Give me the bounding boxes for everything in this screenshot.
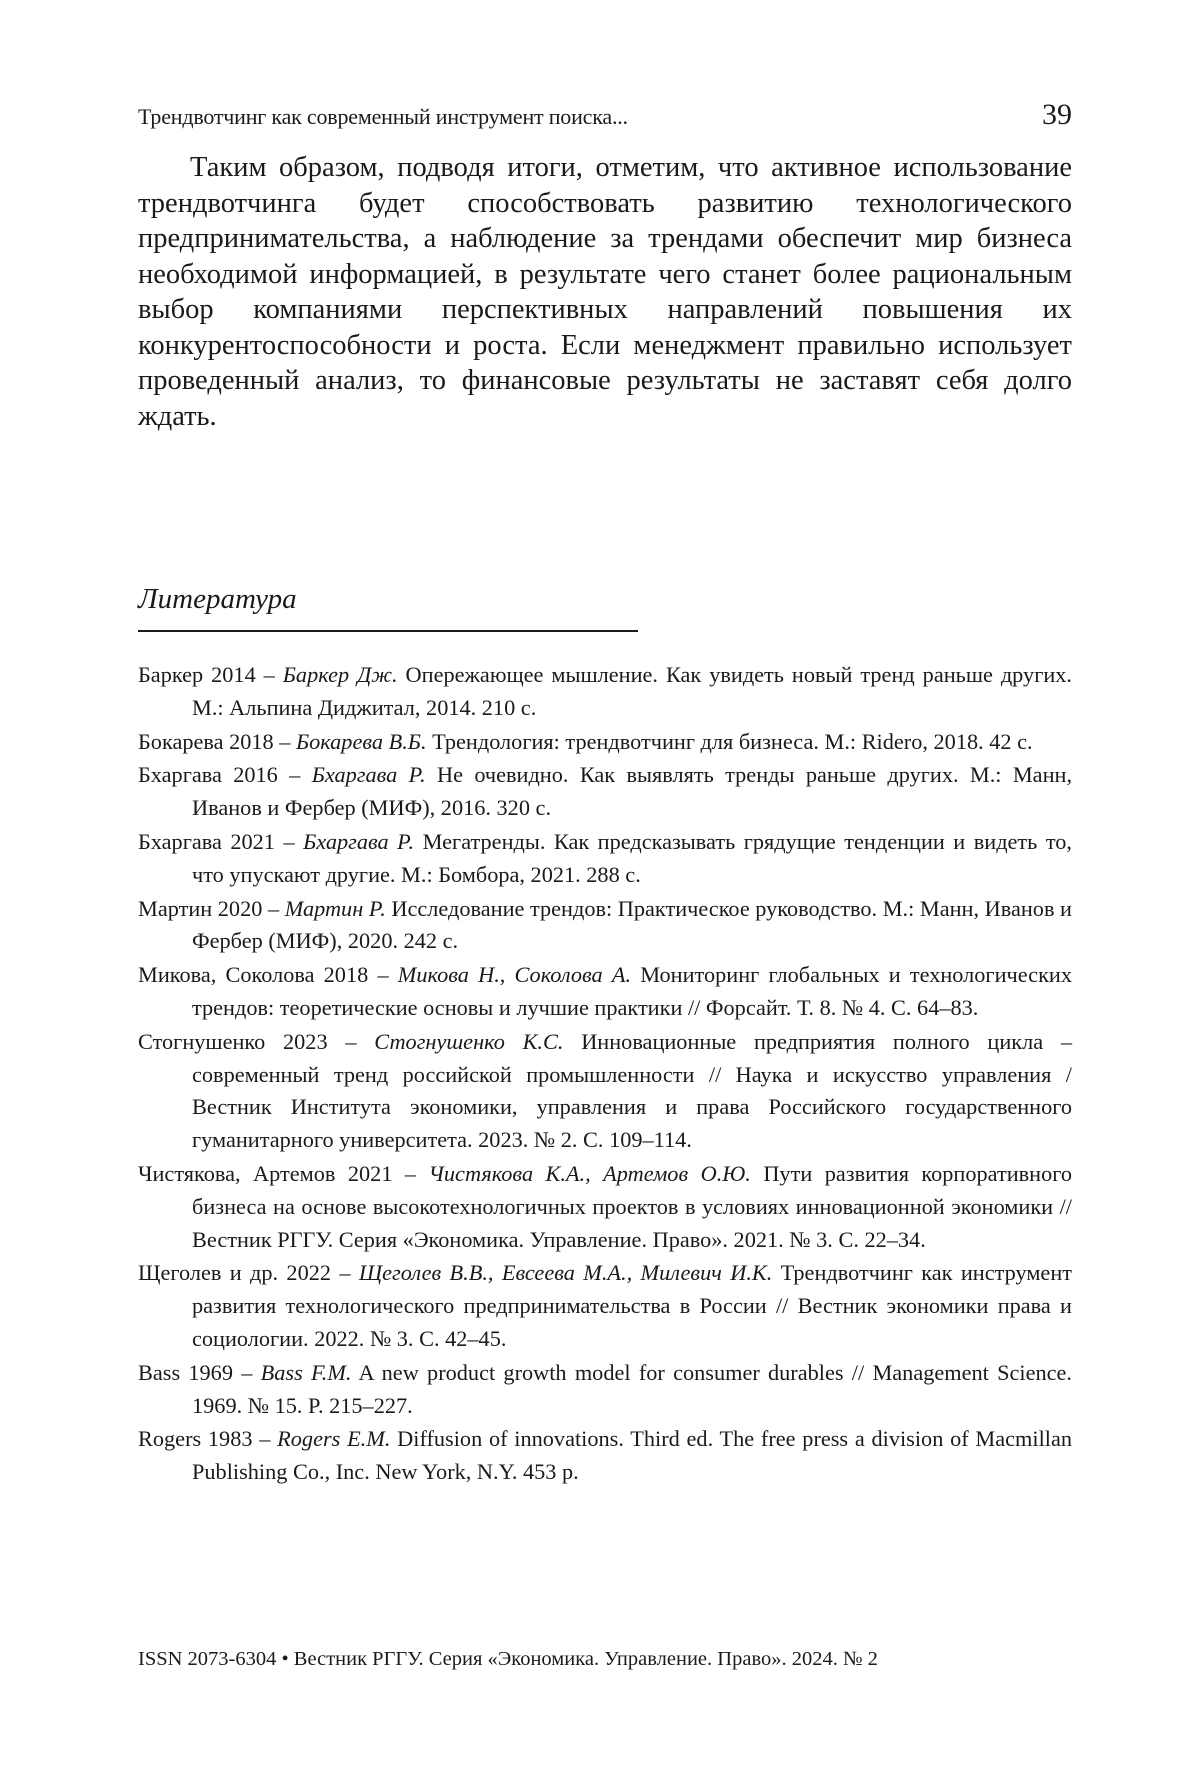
reference-key: Чистякова, Артемов 2021 – — [138, 1161, 429, 1186]
reference-text: Трендология: трендвотчинг для бизнеса. М.: Ridero, 2018. 42 с. — [427, 729, 1033, 754]
page-footer: ISSN 2073-6304 • Вестник РГГУ. Серия «Экономика. Управление. Право». 2024. № 2 — [138, 1648, 878, 1671]
reference-key: Bass 1969 – — [138, 1360, 261, 1385]
reference-key: Бхаргава 2021 – — [138, 829, 303, 854]
literature-heading: Литература — [138, 583, 297, 616]
reference-author: Bass F.M. — [261, 1360, 352, 1385]
reference-author: Бхаргава Р. — [303, 829, 414, 854]
reference-key: Rogers 1983 – — [138, 1426, 277, 1451]
reference-author: Бокарева В.Б. — [296, 729, 427, 754]
reference-author: Баркер Дж. — [283, 662, 398, 687]
conclusion-paragraph: Таким образом, подводя итоги, отметим, что активное ис­пользование трендвотчинга будет способствовать развитию технологического предпринимательства, а наблюдение за тренда­ми обеспечит мир бизнеса необходимой информацией, в ре­зультате чего станет более рациональным выбор компаниями перспективных направлений повышения их конкурентоспо­собности и роста. Если менеджмент правильно использует про­веденный анализ, то финансовые результаты не заставят себя долго ждать. — [138, 150, 1072, 434]
reference-key: Стогнушенко 2023 – — [138, 1029, 374, 1054]
reference-item — [138, 959, 1072, 1025]
heading-underline — [138, 630, 638, 632]
reference-author: Щеголев В.В., Евсеева М.А., Милевич И.К. — [359, 1260, 772, 1285]
page-header — [138, 98, 1072, 132]
reference-list — [138, 659, 1072, 1490]
reference-key: Микова, Соколова 2018 – — [138, 962, 398, 987]
reference-text: Исследование трендов: Практическое руководство. М.: Манн, Иванов и Фербер (МИФ), 2020. 242 с. — [192, 896, 1072, 954]
reference-item — [138, 1357, 1072, 1423]
reference-key: Бокарева 2018 – — [138, 729, 296, 754]
reference-text: Опережающее мышление. Как увидеть новый тренд раньше других. М.: Альпина Диджитал, 2014. 210 с. — [192, 662, 1072, 720]
reference-text: Не очевидно. Как выявлять тренды раньше дру­гих. М.: Манн, Иванов и Фербер (МИФ), 2016. 320 с. — [192, 762, 1072, 820]
reference-author: Rogers E.M. — [277, 1426, 390, 1451]
reference-text: Пути развития корпоративного бизнеса на основе высокотехнологичных проектов в ус­ловиях инновационной экономики // Вестник РГГУ. Серия «Экономика. Управление. Право». 2021. № 3. С. 22–34. — [192, 1161, 1072, 1252]
reference-text: A new product growth model for consumer durables // Man­agement Science. 1969. № 15. P. 215–227. — [192, 1360, 1072, 1418]
reference-key: Баркер 2014 – — [138, 662, 283, 687]
reference-author: Бхаргава Р. — [312, 762, 426, 787]
running-title: Трендвотчинг как современный инструмент поиска... — [138, 104, 628, 130]
reference-item — [138, 826, 1072, 892]
reference-item — [138, 1026, 1072, 1157]
reference-author: Чистякова К.А., Артемов О.Ю. — [429, 1161, 751, 1186]
reference-item — [138, 726, 1072, 759]
reference-item — [138, 1257, 1072, 1355]
reference-item — [138, 1158, 1072, 1256]
reference-item — [138, 659, 1072, 725]
reference-text: Инновационные предприятия пол­ного цикла – современный тренд российской промышленности // Наука и искусство управления / Вестник Института экономики, управления и права Российского государственного гуманитарного университета. 2023. № 2. С. 109–114. — [192, 1029, 1072, 1152]
reference-item — [138, 1423, 1072, 1489]
reference-item — [138, 893, 1072, 959]
reference-author: Стогнушенко К.С. — [374, 1029, 563, 1054]
reference-author: Мартин Р. — [285, 896, 386, 921]
page-number: 39 — [1042, 98, 1072, 132]
reference-text: Мониторинг глобальных и технологических трендов: теоретические основы и лучшие практики // Форсайт. Т. 8. № 4. С. 64–83. — [192, 962, 1072, 1020]
reference-key: Мартин 2020 – — [138, 896, 285, 921]
reference-item — [138, 759, 1072, 825]
reference-text: Diffusion of innovations. Third ed. The free press a divi­sion of Macmillan Publishing Co., Inc. New York, N.Y. 453 p. — [192, 1426, 1072, 1484]
reference-key: Бхаргава 2016 – — [138, 762, 312, 787]
reference-text: Мегатренды. Как предсказывать грядущие тен­денции и видеть то, что упускают другие. М.: Бомбора, 2021. 288 с. — [192, 829, 1072, 887]
reference-text: Трендвотчинг как инструмент развития технологического предпринимательства в Рос­сии // Вестник экономики права и социологии. 2022. № 3. С. 42–45. — [192, 1260, 1072, 1351]
reference-key: Щеголев и др. 2022 – — [138, 1260, 359, 1285]
reference-author: Микова Н., Соколова А. — [398, 962, 631, 987]
